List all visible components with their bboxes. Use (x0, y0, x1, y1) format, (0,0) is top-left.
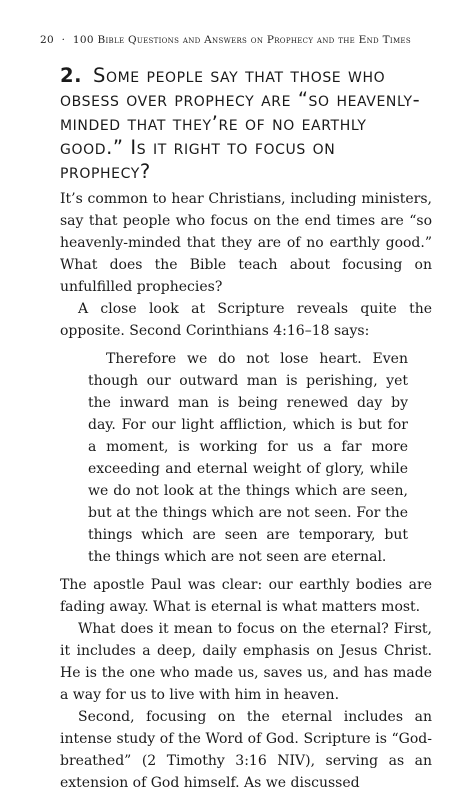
running-header (40, 34, 411, 46)
paragraph-1: It’s common to hear Christians, including ministers, say that people who focus on the end times are “so heavenly-minded that they are of no earthly good.” What does the Bible teach about focusing on unfulfilled prophecies? (60, 191, 432, 295)
paragraph-4: What does it mean to focus on the eternal? First, it includes a deep, daily emphasis on Jesus Christ. He is the one who made us, saves us, and has made a way for us to live with him in heaven. (60, 621, 432, 703)
page-number: 20 (40, 34, 54, 46)
running-title: 100 Bible Questions and Answers on Prophecy and the End Times (72, 34, 411, 46)
paragraph-5: Second, focusing on the eternal includes an intense study of the Word of God. Scripture is “God-breathed” (2 Timothy 3:16 NIV), serving as an extension of God himself. As we discussed (60, 709, 432, 791)
paragraph-2: A close look at Scripture reveals quite the opposite. Second Corinthians 4:16–18 says: (60, 301, 432, 339)
question-text: Some people say that those who obsess over prophecy are “so heavenly-minded that they’re of no earthly good.” Is it right to focus on prophecy? (60, 64, 421, 183)
section-heading (60, 64, 430, 184)
body-text (60, 188, 432, 794)
question-number: 2. (60, 64, 83, 87)
paragraph-3: The apostle Paul was clear: our earthly bodies are fading away. What is eternal is what matters most. (60, 577, 432, 615)
header-separator: · (61, 34, 66, 46)
block-quote: Therefore we do not lose heart. Even though our outward man is perishing, yet the inward man is being renewed day by day. For our light affliction, which is but for a moment, is working for us a far more exceeding and eternal weight of glory, while we do not look at the things which are seen, but at the things which are not seen. For the things which are seen are temporary, but the things which are not seen are eternal. (88, 351, 408, 565)
